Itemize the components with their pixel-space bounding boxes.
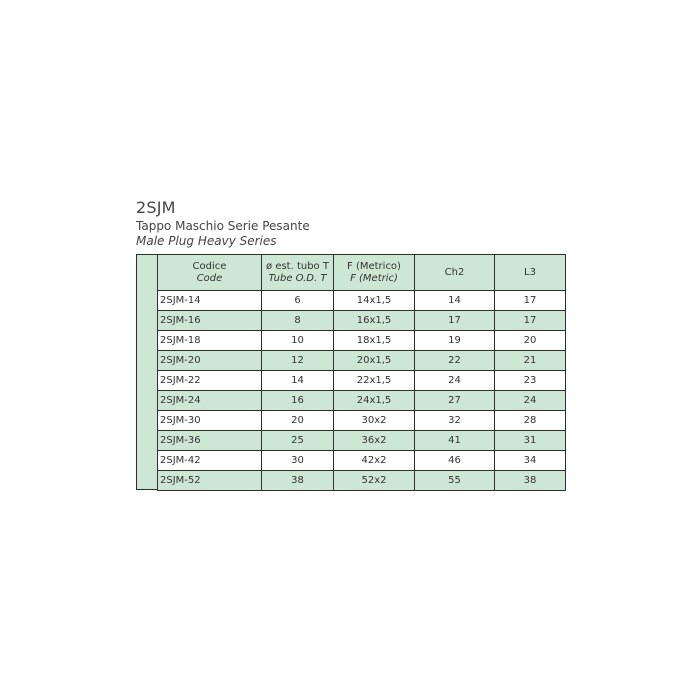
cell-code: 2SJM-52 xyxy=(158,471,262,491)
spec-table xyxy=(157,254,566,491)
cell-thread-f: 30x2 xyxy=(334,411,415,431)
cell-tube-od: 14 xyxy=(262,371,334,391)
cell-code: 2SJM-42 xyxy=(158,451,262,471)
cell-code: 2SJM-20 xyxy=(158,351,262,371)
cell-thread-f: 42x2 xyxy=(334,451,415,471)
table-row xyxy=(158,371,566,391)
cell-thread-f: 24x1,5 xyxy=(334,391,415,411)
table-row xyxy=(158,411,566,431)
header-ch2: Ch2 xyxy=(415,255,495,291)
cell-ch2: 55 xyxy=(415,471,495,491)
product-heading xyxy=(136,198,310,249)
table-row xyxy=(158,391,566,411)
cell-ch2: 17 xyxy=(415,311,495,331)
product-title-italian: Tappo Maschio Serie Pesante xyxy=(136,219,310,233)
cell-tube-od: 38 xyxy=(262,471,334,491)
cell-thread-f: 36x2 xyxy=(334,431,415,451)
cell-l3: 31 xyxy=(495,431,566,451)
cell-l3: 24 xyxy=(495,391,566,411)
cell-thread-f: 52x2 xyxy=(334,471,415,491)
cell-code: 2SJM-24 xyxy=(158,391,262,411)
header-code: Codice Code xyxy=(158,255,262,291)
cell-thread-f: 18x1,5 xyxy=(334,331,415,351)
product-title-english: Male Plug Heavy Series xyxy=(136,234,277,248)
cell-ch2: 14 xyxy=(415,291,495,311)
table-row xyxy=(158,431,566,451)
cell-thread-f: 20x1,5 xyxy=(334,351,415,371)
cell-code: 2SJM-36 xyxy=(158,431,262,451)
table-row xyxy=(158,471,566,491)
cell-l3: 21 xyxy=(495,351,566,371)
cell-ch2: 24 xyxy=(415,371,495,391)
product-image-column xyxy=(136,254,158,490)
cell-thread-f: 16x1,5 xyxy=(334,311,415,331)
header-l3: L3 xyxy=(495,255,566,291)
cell-tube-od: 12 xyxy=(262,351,334,371)
table-row xyxy=(158,311,566,331)
cell-l3: 23 xyxy=(495,371,566,391)
cell-l3: 17 xyxy=(495,311,566,331)
cell-l3: 38 xyxy=(495,471,566,491)
table-row xyxy=(158,331,566,351)
product-code: 2SJM xyxy=(136,198,176,217)
header-tube-od: ø est. tubo T Tube O.D. T xyxy=(262,255,334,291)
cell-tube-od: 30 xyxy=(262,451,334,471)
cell-tube-od: 25 xyxy=(262,431,334,451)
cell-l3: 20 xyxy=(495,331,566,351)
cell-code: 2SJM-30 xyxy=(158,411,262,431)
table-row xyxy=(158,351,566,371)
cell-ch2: 22 xyxy=(415,351,495,371)
cell-tube-od: 6 xyxy=(262,291,334,311)
cell-ch2: 46 xyxy=(415,451,495,471)
cell-ch2: 41 xyxy=(415,431,495,451)
table-row xyxy=(158,291,566,311)
cell-l3: 34 xyxy=(495,451,566,471)
cell-code: 2SJM-22 xyxy=(158,371,262,391)
cell-thread-f: 14x1,5 xyxy=(334,291,415,311)
header-thread-f: F (Metrico) F (Metric) xyxy=(334,255,415,291)
cell-l3: 28 xyxy=(495,411,566,431)
cell-ch2: 32 xyxy=(415,411,495,431)
cell-code: 2SJM-14 xyxy=(158,291,262,311)
cell-tube-od: 8 xyxy=(262,311,334,331)
cell-tube-od: 16 xyxy=(262,391,334,411)
cell-code: 2SJM-18 xyxy=(158,331,262,351)
cell-ch2: 19 xyxy=(415,331,495,351)
table-row xyxy=(158,451,566,471)
cell-tube-od: 20 xyxy=(262,411,334,431)
cell-tube-od: 10 xyxy=(262,331,334,351)
cell-thread-f: 22x1,5 xyxy=(334,371,415,391)
table-header-row xyxy=(158,255,566,291)
cell-ch2: 27 xyxy=(415,391,495,411)
cell-l3: 17 xyxy=(495,291,566,311)
cell-code: 2SJM-16 xyxy=(158,311,262,331)
